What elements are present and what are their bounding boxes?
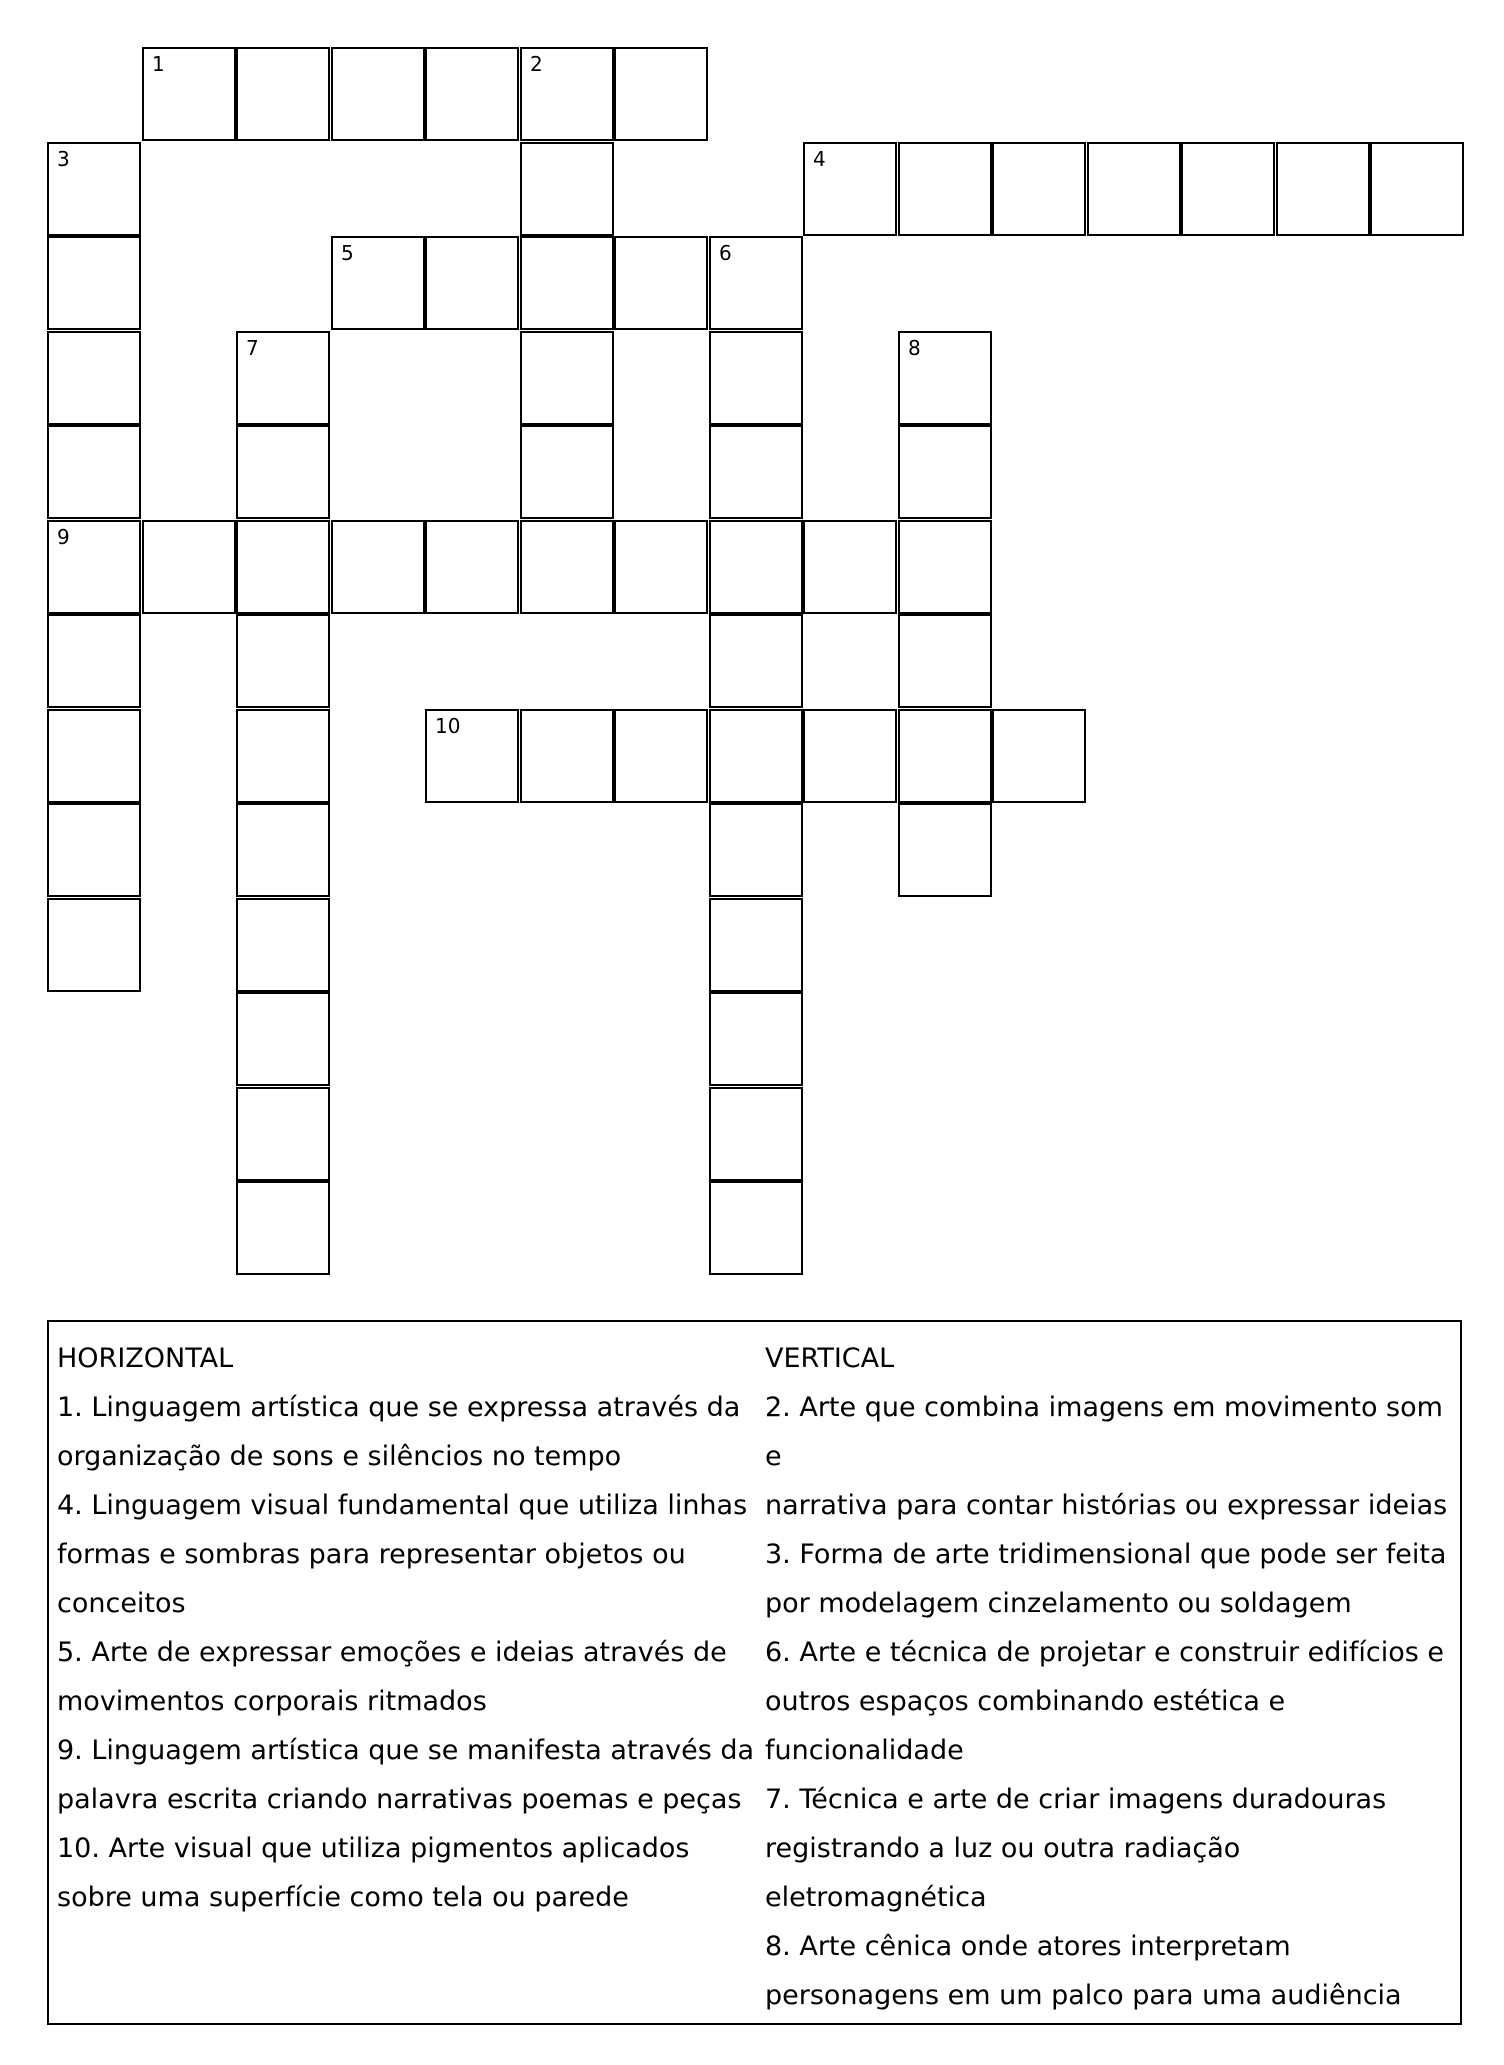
clue-line: narrativa para contar histórias ou expressar ideias bbox=[765, 1490, 1448, 1521]
clue-number: 2 bbox=[530, 52, 543, 76]
clue-number: 8 bbox=[908, 336, 921, 360]
vertical-clues bbox=[765, 1334, 1460, 2020]
crossword-cell[interactable] bbox=[898, 520, 992, 614]
crossword-cell[interactable] bbox=[803, 709, 897, 803]
crossword-cell[interactable] bbox=[331, 47, 425, 141]
crossword-cell[interactable] bbox=[709, 709, 803, 803]
crossword-cell[interactable] bbox=[47, 236, 141, 330]
crossword-cell[interactable] bbox=[709, 236, 803, 330]
crossword-cell[interactable] bbox=[614, 520, 708, 614]
crossword-cell[interactable] bbox=[1087, 142, 1181, 236]
clue-line: 10. Arte visual que utiliza pigmentos aplicados bbox=[57, 1833, 690, 1864]
crossword-cell[interactable] bbox=[520, 142, 614, 236]
crossword-cell[interactable] bbox=[236, 898, 330, 992]
crossword-cell[interactable] bbox=[47, 614, 141, 708]
crossword-cell[interactable] bbox=[709, 1181, 803, 1275]
crossword-cell[interactable] bbox=[520, 236, 614, 330]
clues-box bbox=[47, 1320, 1462, 2025]
crossword-cell[interactable] bbox=[898, 142, 992, 236]
crossword-cell[interactable] bbox=[709, 520, 803, 614]
crossword-cell[interactable] bbox=[709, 425, 803, 519]
clue-line: por modelagem cinzelamento ou soldagem bbox=[765, 1588, 1352, 1619]
crossword-cell[interactable] bbox=[236, 425, 330, 519]
crossword-cell[interactable] bbox=[142, 520, 236, 614]
clue-line: funcionalidade bbox=[765, 1735, 964, 1766]
clue-line: movimentos corporais ritmados bbox=[57, 1686, 487, 1717]
crossword-cell[interactable] bbox=[331, 520, 425, 614]
crossword-cell[interactable] bbox=[331, 236, 425, 330]
crossword-cell[interactable] bbox=[898, 803, 992, 897]
crossword-cell[interactable] bbox=[142, 47, 236, 141]
crossword-cell[interactable] bbox=[898, 331, 992, 425]
clue-line: 6. Arte e técnica de projetar e construir edifícios e bbox=[765, 1637, 1445, 1668]
crossword-cell[interactable] bbox=[236, 47, 330, 141]
crossword-cell[interactable] bbox=[992, 709, 1086, 803]
horizontal-clues bbox=[57, 1334, 757, 1922]
clue-number: 10 bbox=[435, 714, 461, 738]
clue-number: 9 bbox=[57, 525, 70, 549]
crossword-cell[interactable] bbox=[47, 142, 141, 236]
crossword-cell[interactable] bbox=[614, 47, 708, 141]
crossword-cell[interactable] bbox=[898, 425, 992, 519]
crossword-cell[interactable] bbox=[520, 425, 614, 519]
clue-line: formas e sombras para representar objetos ou bbox=[57, 1539, 686, 1570]
clue-line: sobre uma superfície como tela ou parede bbox=[57, 1882, 629, 1913]
crossword-cell[interactable] bbox=[709, 992, 803, 1086]
crossword-cell[interactable] bbox=[709, 1087, 803, 1181]
crossword-cell[interactable] bbox=[803, 520, 897, 614]
crossword-cell[interactable] bbox=[47, 803, 141, 897]
crossword-cell[interactable] bbox=[47, 709, 141, 803]
crossword-cell[interactable] bbox=[709, 898, 803, 992]
clue-line: 8. Arte cênica onde atores interpretam bbox=[765, 1931, 1291, 1962]
crossword-cell[interactable] bbox=[47, 331, 141, 425]
crossword-cell[interactable] bbox=[709, 331, 803, 425]
crossword-cell[interactable] bbox=[614, 236, 708, 330]
clue-line: personagens em um palco para uma audiência bbox=[765, 1980, 1402, 2011]
crossword-cell[interactable] bbox=[709, 614, 803, 708]
clue-number: 4 bbox=[813, 147, 826, 171]
clue-line: organização de sons e silêncios no tempo bbox=[57, 1441, 622, 1472]
clue-number: 1 bbox=[152, 52, 165, 76]
crossword-cell[interactable] bbox=[236, 1181, 330, 1275]
crossword-cell[interactable] bbox=[709, 803, 803, 897]
crossword-cell[interactable] bbox=[992, 142, 1086, 236]
clue-line: conceitos bbox=[57, 1588, 186, 1619]
clue-line: 4. Linguagem visual fundamental que utiliza linhas bbox=[57, 1490, 748, 1521]
clue-line: outros espaços combinando estética e bbox=[765, 1686, 1286, 1717]
crossword-cell[interactable] bbox=[425, 47, 519, 141]
clue-line: 9. Linguagem artística que se manifesta através da bbox=[57, 1735, 755, 1766]
crossword-cell[interactable] bbox=[236, 331, 330, 425]
clue-number: 3 bbox=[57, 147, 70, 171]
crossword-cell[interactable] bbox=[520, 520, 614, 614]
crossword-cell[interactable] bbox=[1276, 142, 1370, 236]
clue-line: 1. Linguagem artística que se expressa através da bbox=[57, 1392, 741, 1423]
crossword-cell[interactable] bbox=[520, 331, 614, 425]
crossword-cell[interactable] bbox=[236, 709, 330, 803]
crossword-cell[interactable] bbox=[47, 520, 141, 614]
clue-line: 2. Arte que combina imagens em movimento som e bbox=[765, 1392, 1443, 1472]
clue-line: 5. Arte de expressar emoções e ideias através de bbox=[57, 1637, 727, 1668]
clue-line: registrando a luz ou outra radiação bbox=[765, 1833, 1241, 1864]
crossword-cell[interactable] bbox=[236, 520, 330, 614]
clue-line: palavra escrita criando narrativas poemas e peças bbox=[57, 1784, 742, 1815]
crossword-cell[interactable] bbox=[1181, 142, 1275, 236]
crossword-cell[interactable] bbox=[520, 709, 614, 803]
clue-line: eletromagnética bbox=[765, 1882, 987, 1913]
crossword-cell[interactable] bbox=[898, 709, 992, 803]
crossword-cell[interactable] bbox=[520, 47, 614, 141]
crossword-cell[interactable] bbox=[236, 614, 330, 708]
clue-number: 7 bbox=[246, 336, 259, 360]
clue-number: 6 bbox=[719, 241, 732, 265]
crossword-cell[interactable] bbox=[47, 898, 141, 992]
vertical-title: VERTICAL bbox=[765, 1343, 895, 1374]
crossword-cell[interactable] bbox=[236, 1087, 330, 1181]
crossword-cell[interactable] bbox=[614, 709, 708, 803]
crossword-cell[interactable] bbox=[425, 709, 519, 803]
crossword-cell[interactable] bbox=[236, 992, 330, 1086]
clue-line: 3. Forma de arte tridimensional que pode ser feita bbox=[765, 1539, 1447, 1570]
crossword-cell[interactable] bbox=[1370, 142, 1464, 236]
clue-line: 7. Técnica e arte de criar imagens duradouras bbox=[765, 1784, 1387, 1815]
crossword-cell[interactable] bbox=[898, 614, 992, 708]
crossword-cell[interactable] bbox=[803, 142, 897, 236]
crossword-cell[interactable] bbox=[425, 520, 519, 614]
crossword-cell[interactable] bbox=[47, 425, 141, 519]
horizontal-title: HORIZONTAL bbox=[57, 1343, 234, 1374]
clue-number: 5 bbox=[341, 241, 354, 265]
crossword-cell[interactable] bbox=[425, 236, 519, 330]
crossword-cell[interactable] bbox=[236, 803, 330, 897]
